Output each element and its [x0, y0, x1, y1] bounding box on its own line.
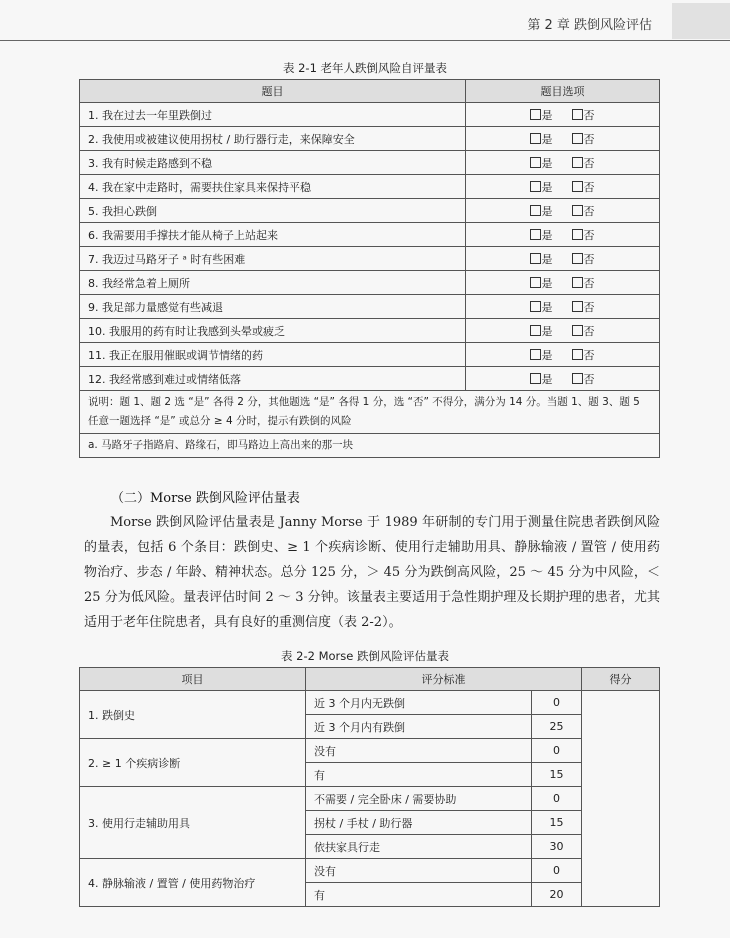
- criteria-score: 15: [532, 811, 582, 835]
- no-label: 否: [583, 348, 596, 362]
- yes-label: 是: [541, 228, 554, 242]
- item-name: 4. 静脉输液 / 置管 / 使用药物治疗: [80, 859, 306, 907]
- table2-header-item: 项目: [80, 668, 306, 691]
- yes-checkbox[interactable]: [530, 181, 541, 192]
- no-checkbox[interactable]: [572, 277, 583, 288]
- yes-label: 是: [541, 132, 554, 146]
- table1-row: [80, 151, 660, 175]
- answer-options: [466, 367, 660, 391]
- question-text: 5. 我担心跌倒: [80, 199, 466, 223]
- criteria-text: 有: [306, 763, 532, 787]
- section-paragraph: Morse 跌倒风险评估量表是 Janny Morse 于 1989 年研制的专门用于测量住院患者跌倒风险的量表，包括 6 个条目：跌倒史、≥ 1 个疾病诊断、使用行走辅助用具、静脉输液 / 置管 / 使用药物治疗、步态 / 年龄、精神状态。总分 125 分，＞ 45 分为跌倒高风险，25 ～ 45 分为中风险，＜ 25 分为低风险。量表评估时间 2 ～ 3 分钟。该量表主要适用于急性期护理及长期护理的患者，尤其适用于老年住院患者，具有良好的重测信度（表 2-2）。: [84, 515, 660, 630]
- no-label: 否: [583, 204, 596, 218]
- yes-label: 是: [541, 300, 554, 314]
- table2-row: [80, 787, 660, 811]
- table1-row: [80, 223, 660, 247]
- no-checkbox[interactable]: [572, 325, 583, 336]
- criteria-text: 拐杖 / 手杖 / 助行器: [306, 811, 532, 835]
- criteria-score: 0: [532, 739, 582, 763]
- no-checkbox[interactable]: [572, 181, 583, 192]
- table1-note: 说明：题 1、题 2 选 “是” 各得 2 分，其他题选 “是” 各得 1 分，选 “否” 不得分，满分为 14 分。当题 1、题 3、题 5 任意一题选择 “是” 或总分 ≥ 4 分时，提示有跌倒的风险: [80, 391, 660, 434]
- question-text: 3. 我有时候走路感到不稳: [80, 151, 466, 175]
- table1-row: [80, 247, 660, 271]
- section-title: （二）Morse 跌倒风险评估量表: [111, 491, 300, 506]
- yes-checkbox[interactable]: [530, 277, 541, 288]
- table1-row: [80, 343, 660, 367]
- yes-checkbox[interactable]: [530, 109, 541, 120]
- no-checkbox[interactable]: [572, 349, 583, 360]
- fall-risk-self-assessment-table: [79, 79, 660, 458]
- no-checkbox[interactable]: [572, 157, 583, 168]
- table2-row: [80, 859, 660, 883]
- morse-fall-scale-table: [79, 667, 660, 907]
- yes-label: 是: [541, 324, 554, 338]
- criteria-text: 近 3 个月内无跌倒: [306, 691, 532, 715]
- table1-row: [80, 127, 660, 151]
- yes-checkbox[interactable]: [530, 253, 541, 264]
- yes-label: 是: [541, 156, 554, 170]
- criteria-score: 0: [532, 859, 582, 883]
- criteria-text: 没有: [306, 739, 532, 763]
- table1-header-options: 题目选项: [466, 80, 660, 103]
- yes-label: 是: [541, 204, 554, 218]
- table1-row: [80, 295, 660, 319]
- no-checkbox[interactable]: [572, 373, 583, 384]
- question-text: 7. 我迈过马路牙子 ᵃ 时有些困难: [80, 247, 466, 271]
- question-text: 6. 我需要用手撑扶才能从椅子上站起来: [80, 223, 466, 247]
- answer-options: [466, 271, 660, 295]
- question-text: 1. 我在过去一年里跌倒过: [80, 103, 466, 127]
- criteria-score: 0: [532, 691, 582, 715]
- question-text: 2. 我使用或被建议使用拐杖 / 助行器行走，来保障安全: [80, 127, 466, 151]
- header-tab-decoration: [672, 3, 730, 39]
- yes-checkbox[interactable]: [530, 325, 541, 336]
- no-checkbox[interactable]: [572, 133, 583, 144]
- table1-row: [80, 319, 660, 343]
- question-text: 12. 我经常感到难过或情绪低落: [80, 367, 466, 391]
- no-checkbox[interactable]: [572, 253, 583, 264]
- yes-label: 是: [541, 180, 554, 194]
- no-label: 否: [583, 156, 596, 170]
- answer-options: [466, 151, 660, 175]
- item-name: 3. 使用行走辅助用具: [80, 787, 306, 859]
- no-label: 否: [583, 372, 596, 386]
- answer-options: [466, 175, 660, 199]
- table2-row: [80, 739, 660, 763]
- criteria-text: 没有: [306, 859, 532, 883]
- score-entry-cell[interactable]: [582, 691, 660, 907]
- answer-options: [466, 223, 660, 247]
- question-text: 9. 我足部力量感觉有些减退: [80, 295, 466, 319]
- no-label: 否: [583, 276, 596, 290]
- no-label: 否: [583, 132, 596, 146]
- criteria-score: 30: [532, 835, 582, 859]
- no-label: 否: [583, 180, 596, 194]
- no-label: 否: [583, 252, 596, 266]
- question-text: 10. 我服用的药有时让我感到头晕或疲乏: [80, 319, 466, 343]
- no-label: 否: [583, 108, 596, 122]
- no-label: 否: [583, 324, 596, 338]
- question-text: 8. 我经常急着上厕所: [80, 271, 466, 295]
- criteria-score: 20: [532, 883, 582, 907]
- criteria-score: 0: [532, 787, 582, 811]
- table1-row: [80, 199, 660, 223]
- yes-checkbox[interactable]: [530, 373, 541, 384]
- yes-label: 是: [541, 252, 554, 266]
- yes-checkbox[interactable]: [530, 157, 541, 168]
- table1-row: [80, 367, 660, 391]
- answer-options: [466, 103, 660, 127]
- no-checkbox[interactable]: [572, 301, 583, 312]
- table2-header-criteria: 评分标准: [306, 668, 582, 691]
- item-name: 2. ≥ 1 个疾病诊断: [80, 739, 306, 787]
- table1-caption: 表 2-1 老年人跌倒风险自评量表: [282, 61, 448, 75]
- item-name: 1. 跌倒史: [80, 691, 306, 739]
- question-text: 11. 我正在服用催眠或调节情绪的药: [80, 343, 466, 367]
- answer-options: [466, 343, 660, 367]
- table2-row: [80, 691, 660, 715]
- answer-options: [466, 199, 660, 223]
- no-label: 否: [583, 300, 596, 314]
- yes-checkbox[interactable]: [530, 301, 541, 312]
- question-text: 4. 我在家中走路时，需要扶住家具来保持平稳: [80, 175, 466, 199]
- criteria-text: 有: [306, 883, 532, 907]
- table1-row: [80, 271, 660, 295]
- table2-header-score: 得分: [582, 668, 660, 691]
- criteria-score: 15: [532, 763, 582, 787]
- yes-label: 是: [541, 276, 554, 290]
- answer-options: [466, 247, 660, 271]
- no-label: 否: [583, 228, 596, 242]
- no-checkbox[interactable]: [572, 229, 583, 240]
- answer-options: [466, 319, 660, 343]
- table1-row: [80, 175, 660, 199]
- table1-row: [80, 103, 660, 127]
- table1-footnote: a. 马路牙子指路肩、路缘石，即马路边上高出来的那一块: [80, 434, 660, 458]
- yes-checkbox[interactable]: [530, 229, 541, 240]
- criteria-text: 近 3 个月内有跌倒: [306, 715, 532, 739]
- answer-options: [466, 127, 660, 151]
- answer-options: [466, 295, 660, 319]
- criteria-text: 依扶家具行走: [306, 835, 532, 859]
- table1-header-question: 题目: [80, 80, 466, 103]
- table2-caption: 表 2-2 Morse 跌倒风险评估量表: [280, 649, 449, 663]
- no-checkbox[interactable]: [572, 109, 583, 120]
- chapter-header: 第 2 章 跌倒风险评估: [527, 18, 652, 33]
- yes-checkbox[interactable]: [530, 133, 541, 144]
- criteria-text: 不需要 / 完全卧床 / 需要协助: [306, 787, 532, 811]
- yes-checkbox[interactable]: [530, 205, 541, 216]
- yes-label: 是: [541, 108, 554, 122]
- no-checkbox[interactable]: [572, 205, 583, 216]
- criteria-score: 25: [532, 715, 582, 739]
- yes-label: 是: [541, 372, 554, 386]
- yes-label: 是: [541, 348, 554, 362]
- header-rule: [0, 40, 730, 41]
- yes-checkbox[interactable]: [530, 349, 541, 360]
